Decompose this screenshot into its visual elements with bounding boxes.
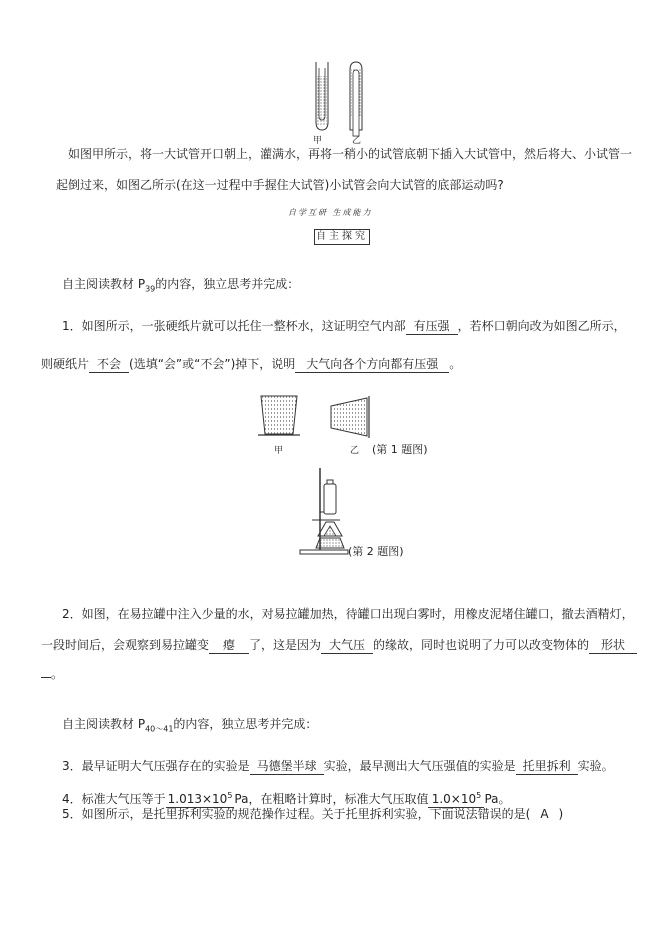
- q2-line-3: [41, 666, 63, 682]
- q4-answer-2: [428, 788, 484, 808]
- q2-answer-2: 大气压: [321, 637, 373, 654]
- q2-text-d: 。: [51, 667, 64, 681]
- q2-line-1: 2．如图，在易拉罐中注入少量的水，对易拉罐加热，待罐口出现白雾时，用橡皮泥堵住罐口，撤去酒精灯，: [62, 607, 634, 621]
- q4-answer-2-exp: 5: [476, 791, 482, 800]
- q5-text-b: ): [558, 807, 564, 821]
- q3-text-b: 实验，最早测出大气压强值的实验是: [323, 759, 516, 773]
- q3-text-a: 3．最早证明大气压强存在的实验是: [62, 759, 250, 773]
- q4-answer-1-base: 1.013×10: [167, 792, 228, 806]
- q1-text-d: (选填“会”或“不会”)掉下，说明: [129, 357, 296, 371]
- q1-text-c: 则硬纸片: [41, 357, 90, 371]
- q4-line: [62, 788, 511, 808]
- q5-text-a: 5．如图所示，是托里拆利实验的规范操作过程。关于托里拆利实验，下面说法错误的是(: [62, 807, 531, 821]
- reading2-pre: 自主阅读教材 P: [62, 717, 146, 731]
- q1-text-a: 1．如图所示，一张硬纸片就可以托住一整杯水，这证明空气内部: [62, 319, 406, 333]
- q1-text-b: ，若杯口朝向改为如图乙所示，: [457, 319, 626, 333]
- q2-text-b: 了，这是因为: [249, 638, 322, 652]
- q4-text-b: Pa，在粗略计算时，标准大气压取值: [234, 792, 429, 806]
- fig-label-yi: 乙: [352, 136, 362, 146]
- q4-answer-2-base: 1.0×10: [431, 792, 477, 806]
- q4-answer-1: [166, 788, 235, 808]
- intro-line-2: 起倒过来，如图乙所示(在这一过程中手握住大试管)小试管会向大试管的底部运动吗?: [56, 178, 504, 192]
- q2-line-2: [41, 637, 637, 654]
- test-tube-figure: [308, 60, 372, 144]
- reading-post: 的内容，独立思考并完成：: [155, 277, 300, 291]
- reading-instruction-1: [62, 276, 299, 297]
- reading2-pages: 40～41: [145, 724, 174, 734]
- reading-pre: 自主阅读教材 P: [62, 277, 146, 291]
- q2-answer-3: 形状: [589, 637, 637, 654]
- q3-text-c: 实验。: [577, 759, 614, 773]
- q1-answer-3: 大气向各个方向都有压强: [295, 356, 449, 373]
- q3-answer-2: 托里拆利: [516, 758, 578, 775]
- q2-tail-underline: [41, 677, 51, 678]
- q5-answer: A: [540, 807, 549, 821]
- q1-fig-label-jia: 甲: [274, 446, 284, 456]
- reading-instruction-2: [62, 716, 317, 737]
- can-heating-figure: [296, 464, 352, 558]
- q4-text-a: 4．标准大气压等于: [62, 792, 166, 806]
- q2-answer-1: 瘪: [209, 637, 249, 654]
- reading-pages: 39: [145, 284, 156, 294]
- q1-answer-1: 有压强: [406, 318, 458, 335]
- q1-answer-2: 不会: [89, 356, 129, 373]
- intro-line-1: 如图甲所示，将一大试管开口朝上，灌满水，再将一稍小的试管底朝下插入大试管中，然后将大、小试管一: [68, 147, 633, 161]
- fig-label-jia: 甲: [313, 136, 323, 146]
- reading2-post: 的内容，独立思考并完成：: [173, 717, 318, 731]
- section-banner: 自主探究: [314, 229, 370, 245]
- section-subtitle: 自学互研 生成能力: [288, 208, 373, 217]
- q2-text-a: 一段时间后，会观察到易拉罐变: [41, 638, 210, 652]
- q3-answer-1: 马德堡半球: [250, 758, 324, 775]
- q1-fig-label-yi: 乙: [350, 446, 360, 456]
- q1-text-e: 。: [449, 357, 462, 371]
- q1-line-1: [62, 318, 626, 335]
- q4-answer-1-exp: 5: [227, 791, 233, 800]
- q3-line: [62, 758, 614, 775]
- cup-figure: [255, 392, 373, 442]
- q4-text-c: Pa。: [484, 792, 511, 806]
- q1-line-2: [41, 356, 461, 373]
- q5-line: [62, 806, 563, 822]
- q2-text-c: 的缘故，同时也说明了力可以改变物体的: [373, 638, 590, 652]
- q1-caption: (第 1 题图): [372, 443, 428, 456]
- q2-caption: (第 2 题图): [348, 545, 404, 558]
